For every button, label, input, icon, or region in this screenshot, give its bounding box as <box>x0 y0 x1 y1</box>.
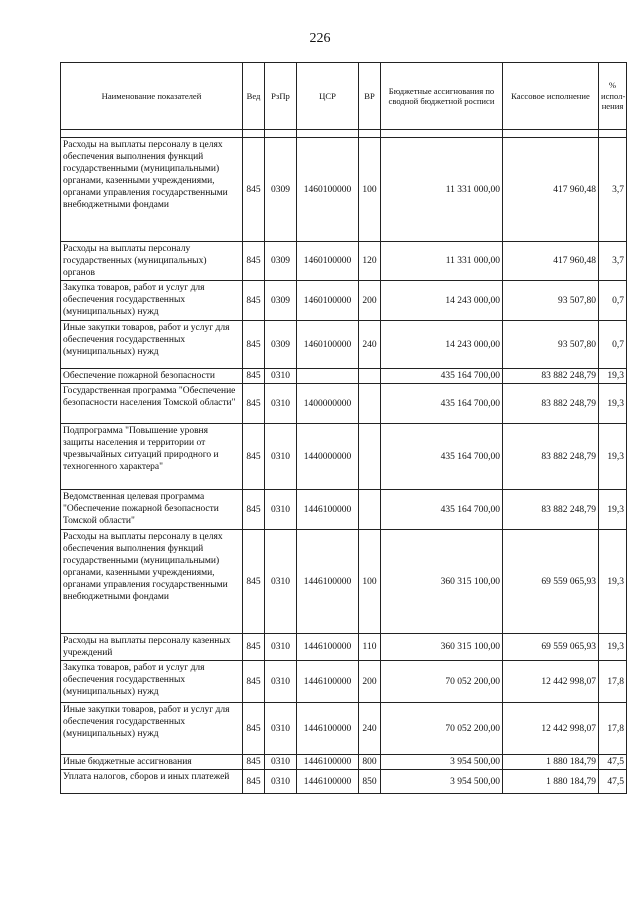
header-vr: ВР <box>359 63 381 130</box>
row-rzpr: 0310 <box>265 770 297 794</box>
row-plan: 360 315 100,00 <box>381 634 503 661</box>
row-pct: 0,7 <box>599 321 627 369</box>
table-row <box>61 634 627 661</box>
row-vr <box>359 369 381 384</box>
row-vr <box>359 424 381 490</box>
row-fact: 417 960,48 <box>503 138 599 242</box>
row-pct: 17,8 <box>599 661 627 703</box>
row-csr: 1446100000 <box>297 661 359 703</box>
row-plan: 435 164 700,00 <box>381 384 503 424</box>
row-name: Иные бюджетные ассигнования <box>61 755 243 770</box>
row-ved: 845 <box>243 369 265 384</box>
header-ved: Вед <box>243 63 265 130</box>
table-row <box>61 321 627 369</box>
row-fact: 83 882 248,79 <box>503 490 599 530</box>
header-name: Наименование показателей <box>61 63 243 130</box>
row-pct: 19,3 <box>599 490 627 530</box>
row-vr: 100 <box>359 530 381 634</box>
row-vr: 240 <box>359 703 381 755</box>
row-ved: 845 <box>243 755 265 770</box>
row-name: Подпрограмма "Повышение уровня защиты населения и территории от чрезвычайных ситуаций природного и техногенного характера" <box>61 424 243 490</box>
row-vr: 200 <box>359 281 381 321</box>
row-rzpr: 0309 <box>265 138 297 242</box>
row-ved: 845 <box>243 661 265 703</box>
row-fact: 69 559 065,93 <box>503 634 599 661</box>
row-csr: 1460100000 <box>297 242 359 281</box>
row-plan: 14 243 000,00 <box>381 321 503 369</box>
row-pct: 47,5 <box>599 770 627 794</box>
row-plan: 14 243 000,00 <box>381 281 503 321</box>
row-rzpr: 0310 <box>265 424 297 490</box>
row-vr: 100 <box>359 138 381 242</box>
table-row <box>61 138 627 242</box>
row-csr: 1460100000 <box>297 321 359 369</box>
row-ved: 845 <box>243 634 265 661</box>
row-pct: 3,7 <box>599 242 627 281</box>
row-ved: 845 <box>243 384 265 424</box>
row-name: Обеспечение пожарной безопасности <box>61 369 243 384</box>
row-csr: 1440000000 <box>297 424 359 490</box>
row-name: Ведомственная целевая программа "Обеспечение пожарной безопасности Томской области" <box>61 490 243 530</box>
header-spacer-row <box>61 130 627 138</box>
table-row <box>61 242 627 281</box>
row-plan: 3 954 500,00 <box>381 755 503 770</box>
row-ved: 845 <box>243 242 265 281</box>
row-pct: 17,8 <box>599 703 627 755</box>
row-plan: 11 331 000,00 <box>381 242 503 281</box>
row-rzpr: 0309 <box>265 321 297 369</box>
row-ved: 845 <box>243 530 265 634</box>
row-plan: 11 331 000,00 <box>381 138 503 242</box>
row-rzpr: 0310 <box>265 703 297 755</box>
row-vr: 800 <box>359 755 381 770</box>
table-row <box>61 661 627 703</box>
row-plan: 435 164 700,00 <box>381 424 503 490</box>
row-vr: 240 <box>359 321 381 369</box>
header-fact: Кассовое исполнение <box>503 63 599 130</box>
table-row <box>61 424 627 490</box>
row-name: Закупка товаров, работ и услуг для обеспечения государственных (муниципальных) нужд <box>61 661 243 703</box>
row-csr: 1446100000 <box>297 770 359 794</box>
table-row <box>61 530 627 634</box>
row-name: Расходы на выплаты персоналу казенных учреждений <box>61 634 243 661</box>
row-csr: 1446100000 <box>297 634 359 661</box>
row-ved: 845 <box>243 424 265 490</box>
row-plan: 3 954 500,00 <box>381 770 503 794</box>
row-vr: 110 <box>359 634 381 661</box>
row-rzpr: 0309 <box>265 281 297 321</box>
row-rzpr: 0310 <box>265 384 297 424</box>
row-fact: 83 882 248,79 <box>503 369 599 384</box>
table-header <box>61 63 627 138</box>
row-fact: 83 882 248,79 <box>503 424 599 490</box>
header-csr: ЦСР <box>297 63 359 130</box>
row-csr: 1460100000 <box>297 138 359 242</box>
row-vr: 200 <box>359 661 381 703</box>
table-row <box>61 770 627 794</box>
row-name: Иные закупки товаров, работ и услуг для обеспечения государственных (муниципальных) нужд <box>61 703 243 755</box>
row-vr: 120 <box>359 242 381 281</box>
row-pct: 3,7 <box>599 138 627 242</box>
row-pct: 47,5 <box>599 755 627 770</box>
row-ved: 845 <box>243 321 265 369</box>
row-vr: 850 <box>359 770 381 794</box>
row-plan: 435 164 700,00 <box>381 490 503 530</box>
row-ved: 845 <box>243 490 265 530</box>
budget-table <box>60 62 627 794</box>
row-name: Закупка товаров, работ и услуг для обеспечения государственных (муниципальных) нужд <box>61 281 243 321</box>
row-pct: 19,3 <box>599 369 627 384</box>
row-fact: 12 442 998,07 <box>503 661 599 703</box>
row-fact: 69 559 065,93 <box>503 530 599 634</box>
row-rzpr: 0309 <box>265 242 297 281</box>
header-pct: % испол-нения <box>599 63 627 130</box>
table-row <box>61 369 627 384</box>
table-row <box>61 755 627 770</box>
row-name: Иные закупки товаров, работ и услуг для обеспечения государственных (муниципальных) нужд <box>61 321 243 369</box>
row-csr: 1446100000 <box>297 530 359 634</box>
table-body <box>61 138 627 794</box>
row-rzpr: 0310 <box>265 369 297 384</box>
row-ved: 845 <box>243 138 265 242</box>
row-csr: 1446100000 <box>297 490 359 530</box>
row-fact: 12 442 998,07 <box>503 703 599 755</box>
row-name: Уплата налогов, сборов и иных платежей <box>61 770 243 794</box>
header-plan: Бюджетные ассигнования по сводной бюджетной росписи <box>381 63 503 130</box>
row-name: Расходы на выплаты персоналу в целях обеспечения выполнения функций государственными (муниципальными) органами, казенными учреждениями, органами управления государственными внебюджетными фондами <box>61 530 243 634</box>
row-plan: 70 052 200,00 <box>381 703 503 755</box>
header-rzpr: РзПр <box>265 63 297 130</box>
row-rzpr: 0310 <box>265 661 297 703</box>
row-name: Расходы на выплаты персоналу в целях обеспечения выполнения функций государственными (муниципальными) органами, казенными учреждениями, органами управления государственными внебюджетными фондами <box>61 138 243 242</box>
row-pct: 19,3 <box>599 530 627 634</box>
row-vr <box>359 490 381 530</box>
row-ved: 845 <box>243 281 265 321</box>
row-csr: 1446100000 <box>297 755 359 770</box>
row-csr: 1460100000 <box>297 281 359 321</box>
row-plan: 435 164 700,00 <box>381 369 503 384</box>
row-ved: 845 <box>243 770 265 794</box>
row-ved: 845 <box>243 703 265 755</box>
row-csr: 1400000000 <box>297 384 359 424</box>
row-plan: 70 052 200,00 <box>381 661 503 703</box>
page-number: 226 <box>309 31 331 46</box>
row-csr: 1446100000 <box>297 703 359 755</box>
row-rzpr: 0310 <box>265 634 297 661</box>
row-pct: 19,3 <box>599 424 627 490</box>
row-rzpr: 0310 <box>265 755 297 770</box>
row-csr <box>297 369 359 384</box>
row-fact: 1 880 184,79 <box>503 770 599 794</box>
row-rzpr: 0310 <box>265 530 297 634</box>
row-fact: 1 880 184,79 <box>503 755 599 770</box>
row-fact: 417 960,48 <box>503 242 599 281</box>
row-fact: 93 507,80 <box>503 281 599 321</box>
row-pct: 19,3 <box>599 384 627 424</box>
row-name: Расходы на выплаты персоналу государственных (муниципальных) органов <box>61 242 243 281</box>
row-fact: 93 507,80 <box>503 321 599 369</box>
table-row <box>61 490 627 530</box>
row-pct: 0,7 <box>599 281 627 321</box>
table-row <box>61 384 627 424</box>
table-row <box>61 281 627 321</box>
row-rzpr: 0310 <box>265 490 297 530</box>
row-pct: 19,3 <box>599 634 627 661</box>
row-fact: 83 882 248,79 <box>503 384 599 424</box>
row-name: Государственная программа "Обеспечение безопасности населения Томской области" <box>61 384 243 424</box>
row-plan: 360 315 100,00 <box>381 530 503 634</box>
table-row <box>61 703 627 755</box>
row-vr <box>359 384 381 424</box>
